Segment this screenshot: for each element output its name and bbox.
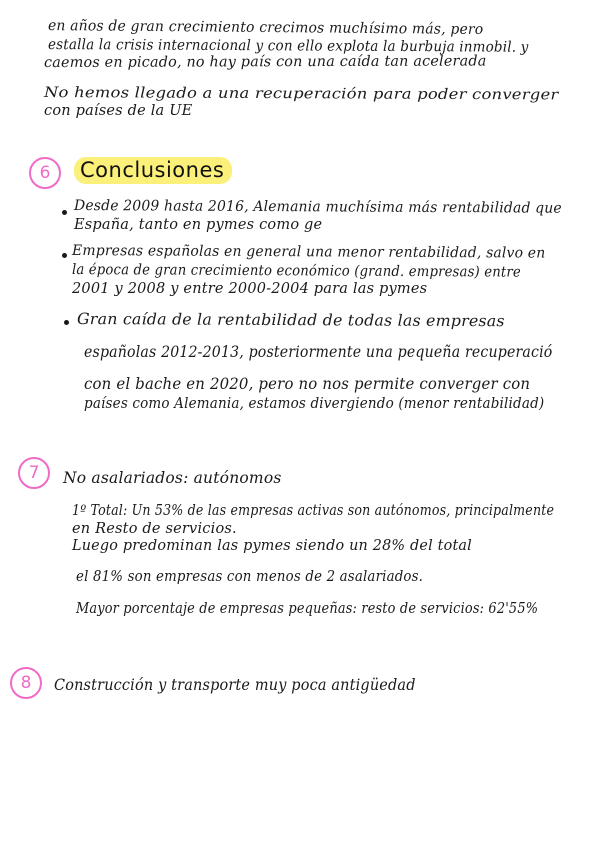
section-number-8: 8 [10, 667, 42, 699]
section-title-no-asalariados: No asalariados: autónomos [63, 469, 282, 487]
bullet-line: Gran caída de la rentabilidad de todas las empresas [76, 310, 505, 331]
bullet-line: con el bache en 2020, pero no nos permite converger con [84, 375, 531, 393]
intro-line: estalla la crisis internacional y con ello explota la burbuja inmobil. y [47, 37, 529, 56]
section-7-line: Luego predominan las pymes siendo un 28% del total [72, 538, 472, 554]
bullet-line: Empresas españolas en general una menor rentabilidad, salvo en [71, 243, 546, 262]
section-number-6: 6 [29, 157, 61, 189]
section-number-7: 7 [18, 457, 50, 489]
bullet-dot [64, 320, 69, 325]
intro-line: en años de gran crecimiento crecimos muchísimo más, pero [47, 18, 484, 38]
intro-line: con países de la UE [44, 103, 193, 119]
bullet-line: Desde 2009 hasta 2016, Alemania muchísima más rentabilidad que [73, 198, 562, 217]
intro-line: No hemos llegado a una recuperación para poder converger [43, 85, 559, 104]
bullet-dot [62, 253, 67, 258]
bullet-line: la época de gran crecimiento económico (grand. empresas) entre [71, 262, 521, 281]
section-7-line: Mayor porcentaje de empresas pequeñas: resto de servicios: 62'55% [76, 601, 539, 617]
section-8-text: Construcción y transporte muy poca antigüedad [54, 676, 416, 694]
bullet-line: España, tanto en pymes como ge [74, 217, 323, 233]
bullet-dot [62, 210, 67, 215]
section-7-line: el 81% son empresas con menos de 2 asalariados. [76, 569, 424, 585]
bullet-line: 2001 y 2008 y entre 2000-2004 para las pymes [72, 281, 428, 297]
bullet-line: países como Alemania, estamos divergiendo (menor rentabilidad) [84, 396, 545, 412]
section-7-line: 1º Total: Un 53% de las empresas activas son autónomos, principalmente [72, 503, 555, 519]
intro-line: caemos en picado, no hay país con una caída tan acelerada [43, 53, 487, 71]
section-title-conclusiones: Conclusiones [74, 157, 232, 184]
section-7-line: en Resto de servicios. [72, 521, 237, 537]
bullet-line: españolas 2012-2013, posteriormente una pequeña recuperació [84, 343, 553, 361]
